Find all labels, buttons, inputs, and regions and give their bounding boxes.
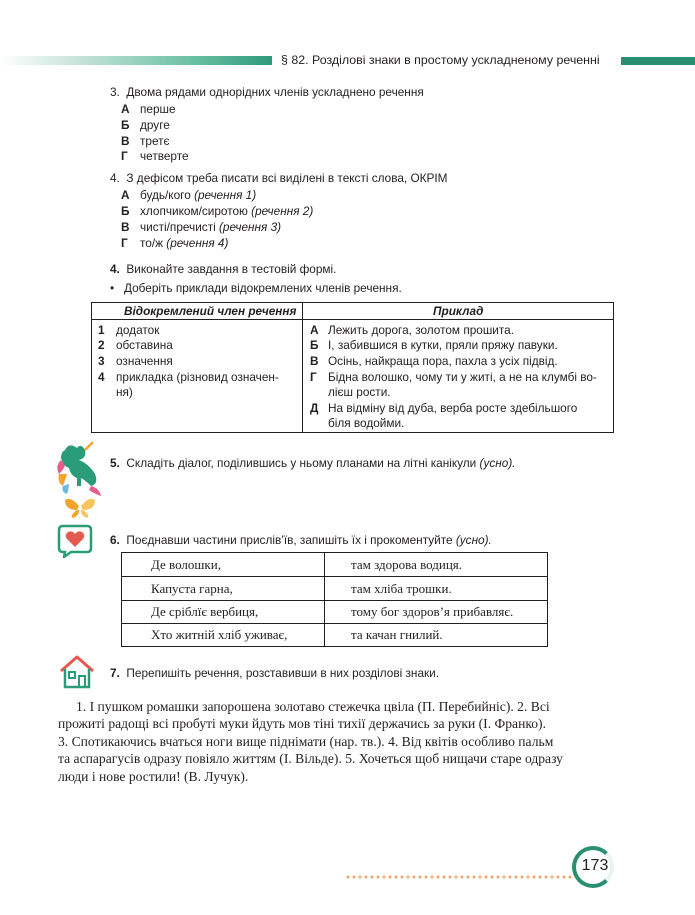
table-row: Д [310,401,319,415]
house-icon [58,654,96,690]
header-gradient-bar [0,56,272,65]
table-row: 3 [98,354,105,368]
header-accent-bar [621,57,695,65]
table-row: 2 [98,338,105,352]
table-cell: Лежить дорога, золотом прошита. [328,323,514,337]
table-row: Б [310,338,319,352]
table-cell: означення [116,354,173,368]
text-line: 1. І пушком ромашки запорошена золотаво стежечка цвіла (П. Перебийніс). 2. Всі [76,699,550,714]
table-cell: На відміну від дуба, верба росте здебільшого [328,401,578,415]
option-letter: В [121,220,130,234]
butterfly-icon [65,499,95,518]
text-line: прожиті радощі всі пробуті муки йдуть мов тіні тихії держачись за руки (І. Франко). [58,716,546,732]
table-cell: Де волошки, [151,557,221,572]
option-text: друге [140,118,170,132]
table-divider [302,303,303,432]
option-text: хлопчиком/сиротою (речення 2) [140,204,314,218]
task-number: 7. [110,666,120,680]
table-row-divider [122,600,547,601]
table-row-divider [122,576,547,577]
table-row: 1 [98,323,105,337]
option-letter: Г [121,149,128,163]
option-letter: Б [121,204,130,218]
option-text: то/ж (речення 4) [140,236,229,250]
table-cell: там здорова водиця. [351,557,463,572]
table-cell: Бідна волошко, чому ти у житі, а не на клумбі во- [328,370,597,384]
table-header: Приклад [433,304,484,318]
heart-chat-icon [57,524,93,558]
task-note: (усно). [479,456,516,470]
option-text: чисті/пречисті (речення 3) [140,220,282,234]
table-cell: тому бог здоров’я прибавляє. [351,604,514,619]
option-text: третє [140,134,170,148]
table-cell: лієш рости. [328,385,391,399]
footer-dots [345,875,575,879]
question-3 [110,85,424,99]
option-text: перше [140,102,176,116]
task-number: 4. [110,262,120,276]
option-letter: А [121,102,130,116]
table-cell: Капуста гарна, [151,581,233,596]
table-cell: додаток [116,323,160,337]
table-row: Г [310,370,317,384]
task-6 [110,533,492,547]
table-row-divider [122,623,547,624]
task-7 [110,666,439,680]
exercise-7-text [58,698,614,785]
task-number: 6. [110,533,120,547]
task-4 [110,262,336,276]
question-number: 4. [110,171,120,185]
text-line: люди і нове ростили! (В. Лучук). [58,768,249,784]
table-row: В [310,354,319,368]
unicorn-icon [55,440,105,518]
table-cell: прикладка (різновид означен- [116,370,279,384]
table-header-divider [92,319,613,320]
table-row: 4 [98,370,105,384]
option-text: будь/кого (речення 1) [140,188,257,202]
option-letter: А [121,188,130,202]
page-number: 173 [581,857,609,874]
matching-table [91,302,614,433]
option-text: четверте [140,149,189,163]
table-row: А [310,323,319,337]
bullet-icon: • [110,281,115,295]
task-note: (усно). [455,533,492,547]
question-number: 3. [110,85,120,99]
task-5 [110,456,516,470]
table-header: Відокремлений член речення [124,304,297,318]
table-cell: та качан гнилий. [351,627,443,642]
table-cell: Хто житній хліб уживає, [151,627,288,642]
table-cell: І, забившися в кутки, пряли пряжу павуки. [328,338,558,352]
page-title: § 82. Розділові знаки в простому ускладненому реченні [281,53,600,67]
question-text: З дефісом треба писати всі виділені в тексті слова, ОКРІМ [126,171,448,185]
question-4 [110,171,448,185]
task-text: Складіть діалог, поділившись у ньому планами на літні канікули [126,456,477,470]
task-number: 5. [110,456,120,470]
option-letter: Б [121,118,130,132]
option-letter: В [121,134,130,148]
table-cell: біля водойми. [328,416,405,430]
table-cell: ня) [116,385,133,399]
table-cell: обставина [116,338,173,352]
bullet-text: Доберіть приклади відокремлених членів речення. [123,281,402,295]
text-line: та аспарагусів одразу повіяло життям (І. Вільде). 5. Хочеться щоб нищачи старе одразу [58,751,563,767]
question-text: Двома рядами однорідних членів ускладнено речення [126,85,424,99]
proverbs-table [121,552,548,647]
table-cell: Де сріблїє вербиця, [151,604,259,619]
table-cell: там хліба трошки. [351,581,452,596]
table-cell: Осінь, найкраща пора, пахла з усіх підвід. [328,354,558,368]
task-text: Виконайте завдання в тестовій формі. [126,262,337,276]
task-4-bullet [110,281,402,295]
task-text: Перепишіть речення, розставивши в них розділові знаки. [126,666,440,680]
task-text: Поєднавши частини прислів’їв, запишіть їх і прокоментуйте [126,533,453,547]
text-line: 3. Спотикаючись вчаться ноги вище піднімати (нар. тв.). 4. Від квітів особливо пальм [58,733,554,749]
option-letter: Г [121,236,128,250]
